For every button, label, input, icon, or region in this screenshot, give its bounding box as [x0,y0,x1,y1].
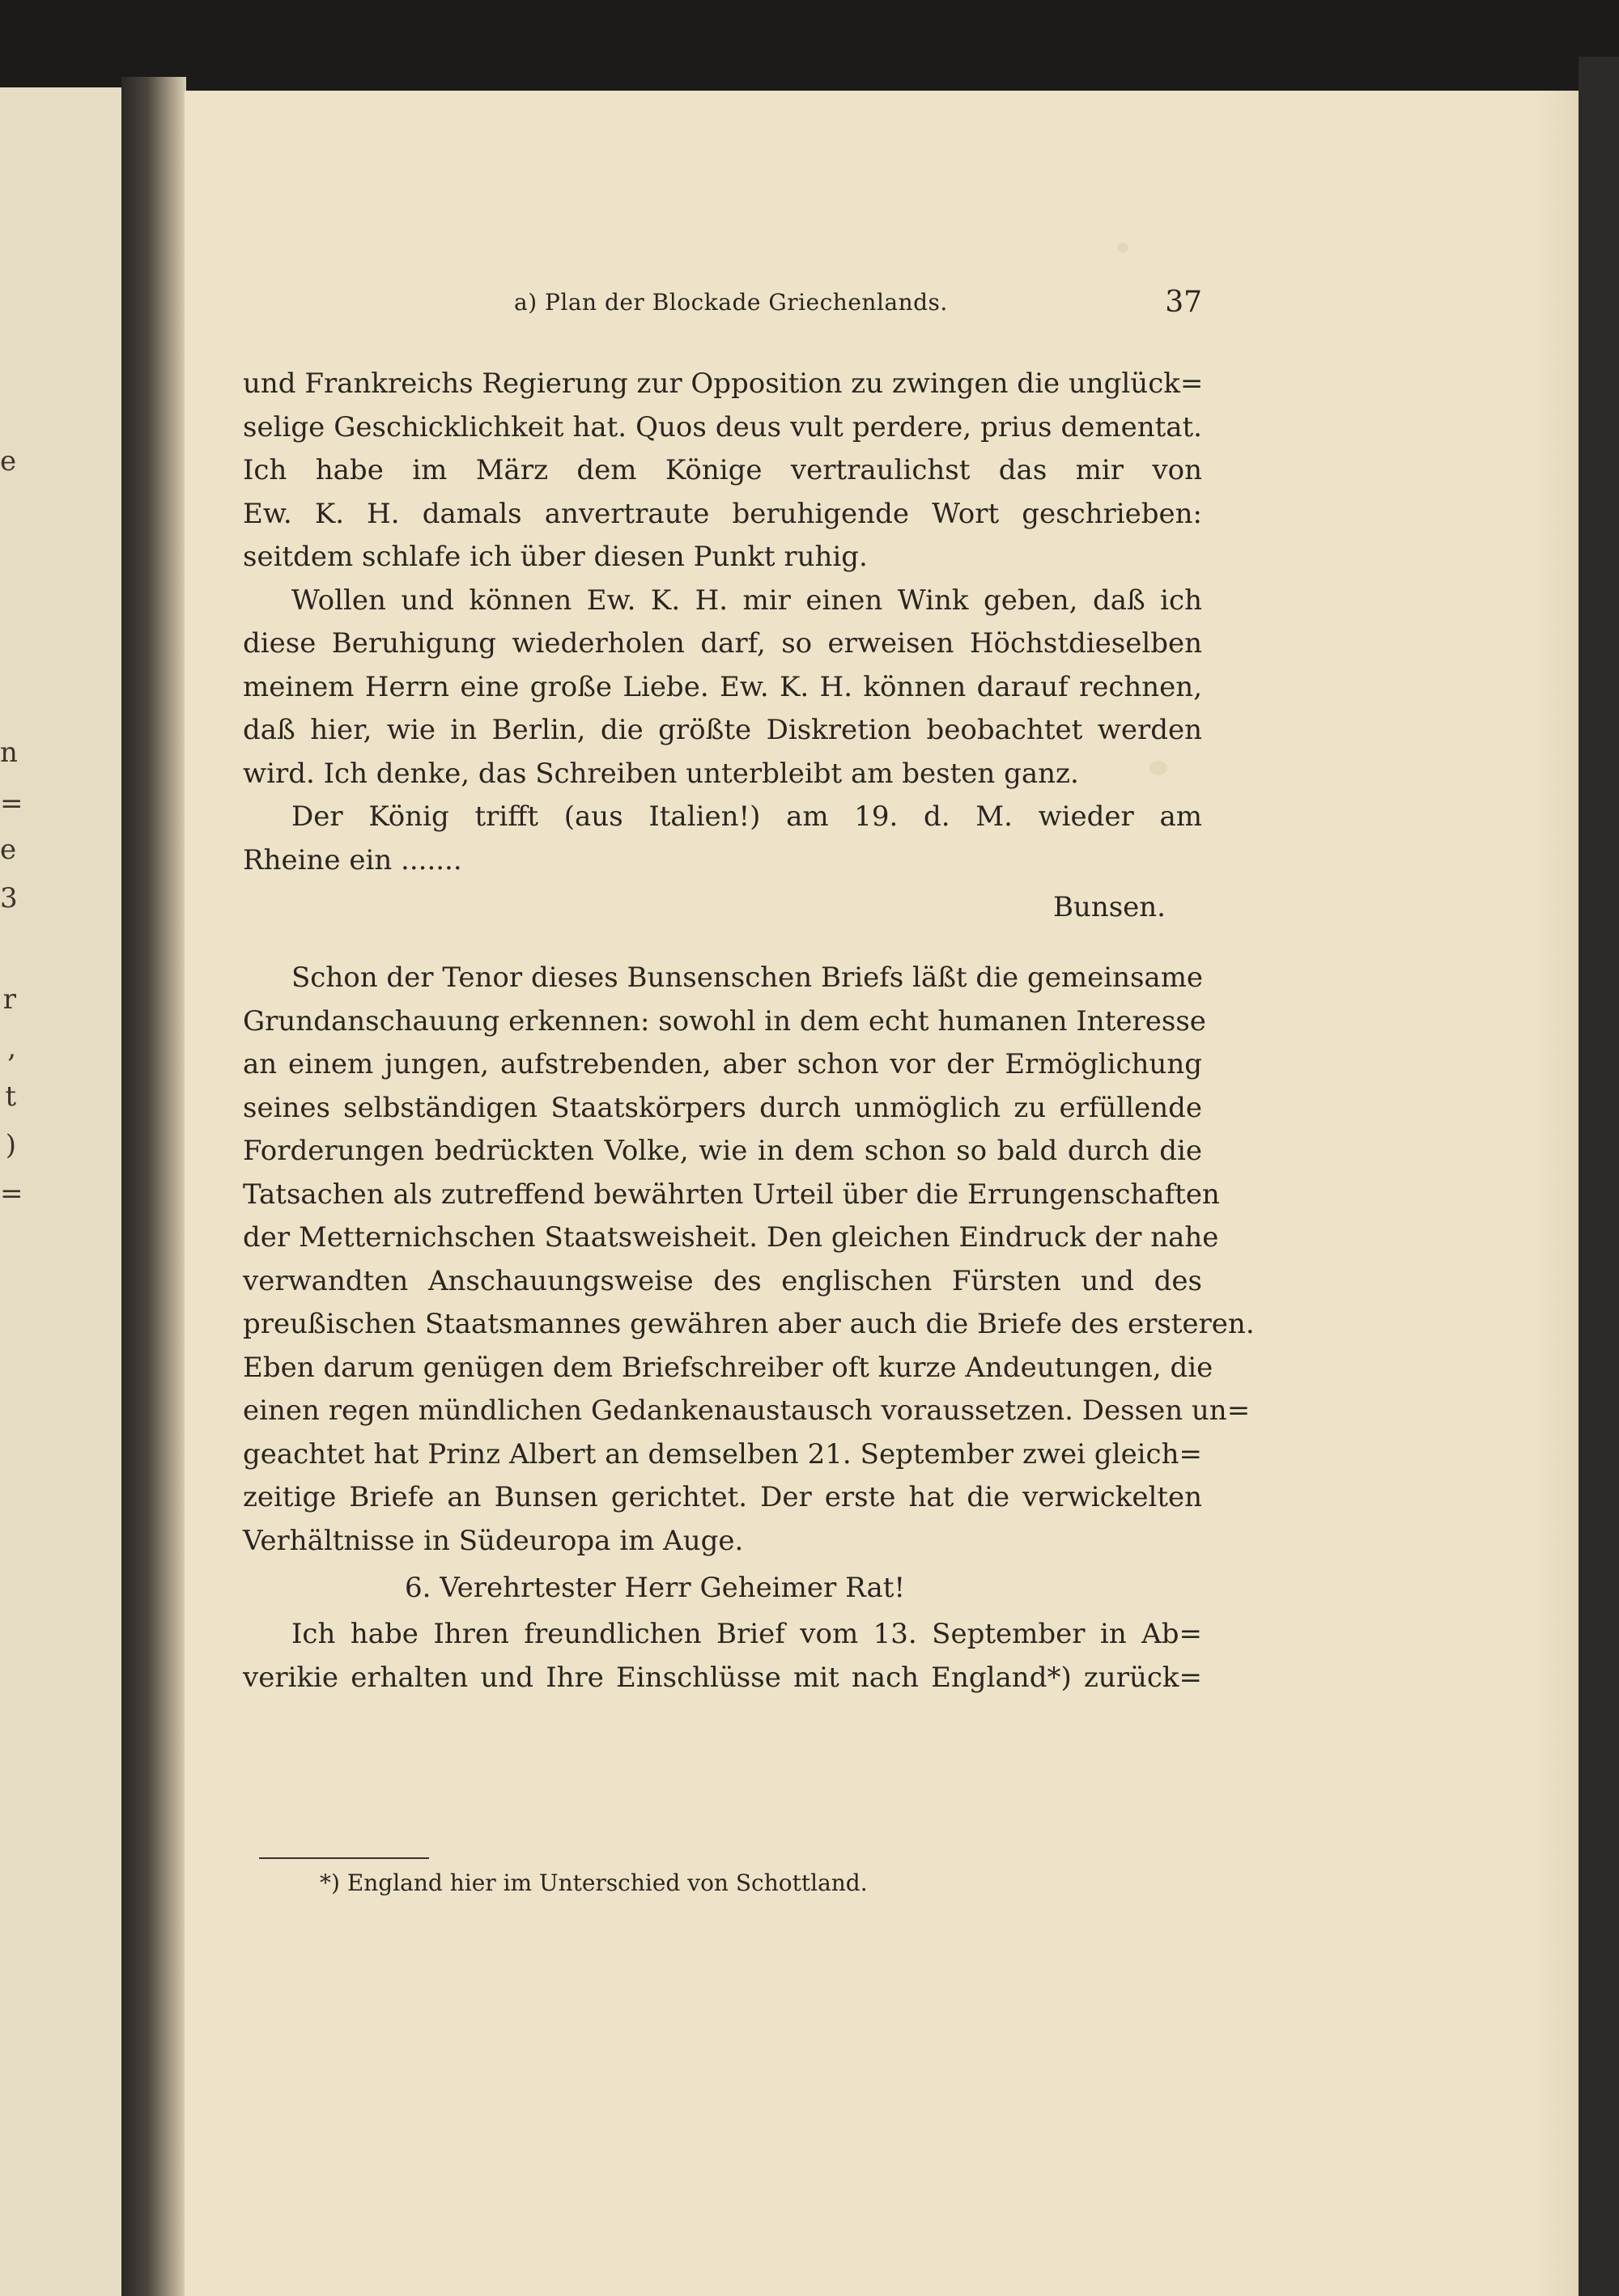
prev-page-fragment: r [2,983,16,1016]
text-line: preußischen Staatsmannes gewähren aber auch die Briefe des ersteren. [243,1308,1255,1340]
paragraph-gap [243,932,1202,957]
text-line: Ich habe Ihren freundlichen Brief vom 13. September in Ab= [291,1618,1202,1650]
running-head-title: a) Plan der Blockade Griechenlands. [514,289,948,316]
previous-page [0,87,121,2296]
prev-page-fragment: e [0,445,17,477]
text-line: Ich habe im März dem Könige vertraulichst das mir von [243,454,1202,486]
prev-page-fragment: e [0,834,17,866]
section-heading: 6. Verehrtester Herr Geheimer Rat! [405,1572,906,1604]
prev-page-fragment: t [5,1080,16,1113]
text-line: diese Beruhigung wiederholen darf, so erweisen Höchstdieselben [243,627,1202,660]
prev-page-fragment: , [7,1032,16,1064]
text-line: einen regen mündlichen Gedankenaustausch voraussetzen. Dessen un= [243,1394,1251,1427]
text-line: und Frankreichs Regierung zur Opposition zu zwingen die unglück= [243,367,1204,400]
text-line: seines selbständigen Staatskörpers durch unmöglich zu erfüllende [243,1091,1202,1124]
text-line: Tatsachen als zutreffend bewährten Urteil über die Errungenschaften [243,1178,1220,1211]
body-text [243,363,1255,1700]
book-gutter [121,77,186,2296]
text-line: seitdem schlafe ich über diesen Punkt ruhig. [243,541,868,573]
book-binding [1579,57,1619,2296]
text-line: Der König trifft (aus Italien!) am 19. d. M. wieder am [291,800,1202,833]
prev-page-fragment: = [0,1178,23,1210]
text-line: wird. Ich denke, das Schreiben unterbleibt am besten ganz. [243,757,1079,790]
text-line: verikie erhalten und Ihre Einschlüsse mit nach England*) zurück= [243,1661,1202,1694]
text-line: Rheine ein ....... [243,843,462,876]
text-line: Ew. K. H. damals anvertraute beruhigende Wort geschrieben: [243,497,1202,530]
text-line: Wollen und können Ew. K. H. mir einen Wink geben, daß ich [291,584,1202,617]
text-line: Eben darum genügen dem Briefschreiber oft kurze Andeutungen, die [243,1351,1213,1384]
text-line: Verhältnisse in Südeuropa im Auge. [243,1524,744,1557]
footnote: *) England hier im Unterschied von Schottland. [320,1869,868,1896]
text-line: Schon der Tenor dieses Bunsenschen Briefs läßt die gemeinsame [291,961,1204,994]
prev-page-fragment: ) [5,1129,16,1161]
text-line: daß hier, wie in Berlin, die größte Diskretion beobachtet werden [243,714,1202,746]
page-number: 37 [1165,286,1202,319]
text-line: an einem jungen, aufstrebenden, aber schon vor der Ermöglichung [243,1048,1202,1080]
text-line: Forderungen bedrückten Volke, wie in dem schon so bald durch die [243,1135,1202,1167]
text-line: selige Geschicklichkeit hat. Quos deus vult perdere, prius dementat. [243,410,1202,443]
text-line: verwandten Anschauungsweise des englischen Fürsten und des [243,1264,1202,1297]
text-line: meinem Herrn eine große Liebe. Ew. K. H. können darauf rechnen, [243,670,1202,703]
foxing-spot [1117,243,1128,253]
prev-page-fragment: n [0,736,18,769]
prev-page-fragment: = [0,787,23,820]
letter-signature: Bunsen. [1052,891,1166,923]
text-line: geachtet hat Prinz Albert an demselben 21. September zwei gleich= [243,1437,1202,1471]
text-line: der Metternichschen Staatsweisheit. Den gleichen Eindruck der nahe [243,1221,1219,1254]
text-line: Grundanschauung erkennen: sowohl in dem echt humanen Interesse [243,1004,1206,1038]
text-line: zeitige Briefe an Bunsen gerichtet. Der erste hat die verwickelten [243,1481,1202,1513]
prev-page-fragment: 3 [0,882,18,915]
running-head [243,285,1202,320]
footnote-rule [259,1857,429,1859]
